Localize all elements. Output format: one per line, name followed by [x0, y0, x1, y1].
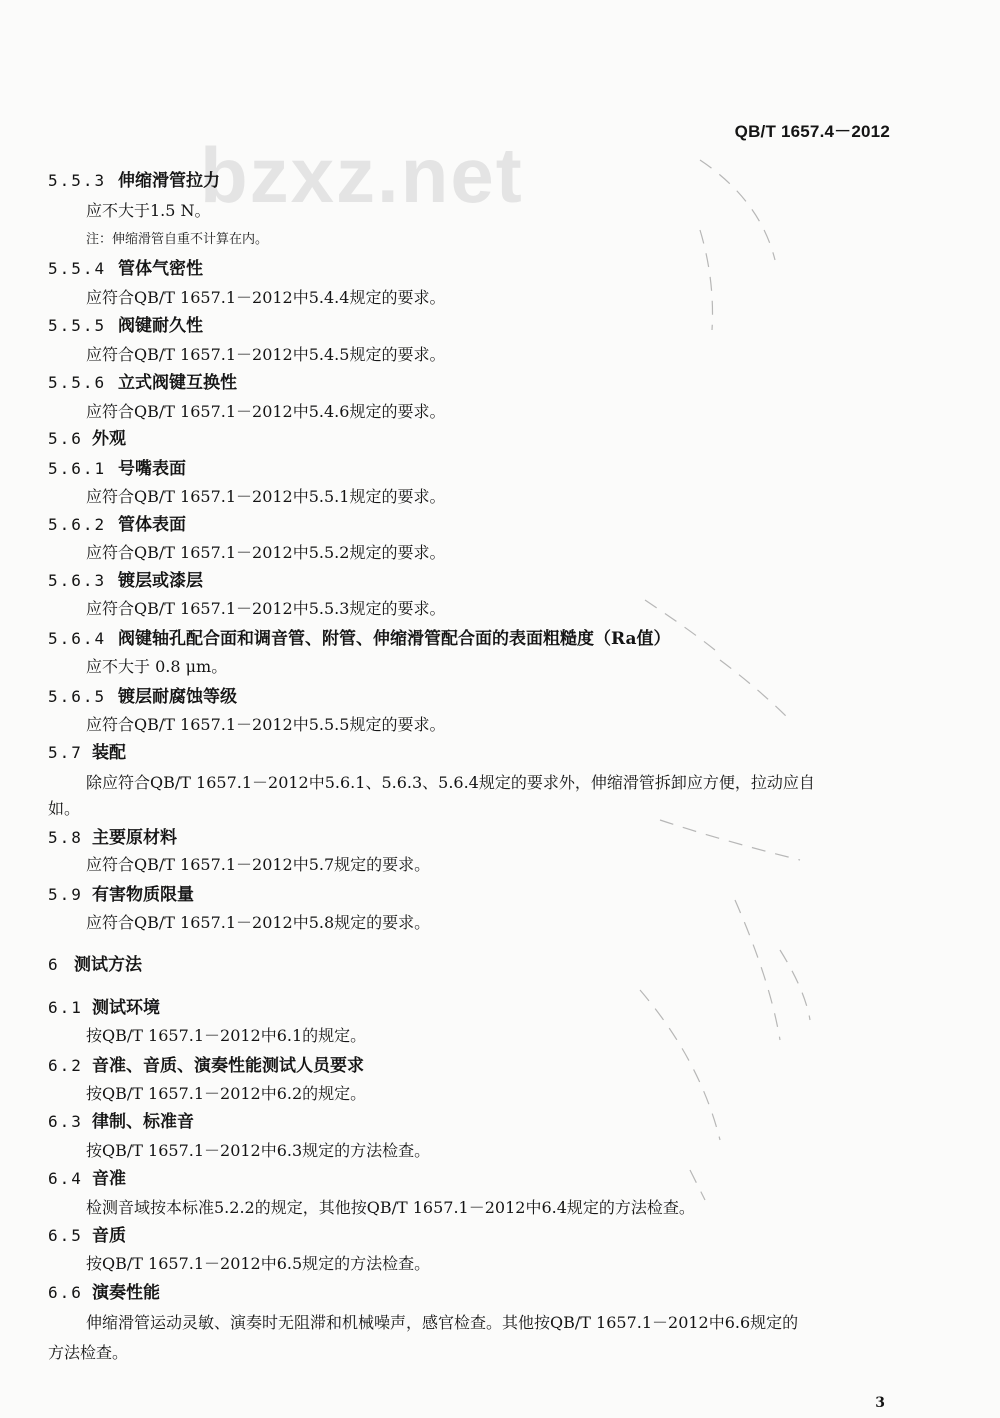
section-title: 镀层或漆层: [118, 571, 203, 591]
note-text: 注：伸缩滑管自重不计算在内。: [86, 232, 269, 247]
section-number: 5.6.5: [48, 687, 107, 706]
section-heading: [48, 510, 186, 535]
section-number: 5.5.5: [48, 316, 107, 335]
paragraph-text: 按QB/T 1657.1－2012中6.3规定的方法检查。: [86, 1141, 431, 1160]
section-heading: [48, 1278, 160, 1303]
paragraph-text: 检测音域按本标准5.2.2的规定，其他按QB/T 1657.1－2012中6.4规定的方法检查。: [86, 1198, 695, 1217]
section-number: 6.6: [48, 1283, 83, 1302]
section-heading: [48, 823, 177, 848]
section-heading: [48, 311, 203, 336]
section-number: 5.6.4: [48, 629, 107, 648]
standard-code-header: QB/T 1657.4－2012: [734, 122, 890, 141]
paragraph-text: 应符合QB/T 1657.1－2012中5.4.5规定的要求。: [86, 345, 446, 364]
paragraph-continuation: 方法检查。: [48, 1343, 129, 1362]
section-number: 5.8: [48, 828, 83, 847]
paragraph-text: 应符合QB/T 1657.1－2012中5.5.5规定的要求。: [86, 715, 446, 734]
section-title: 管体表面: [118, 515, 186, 535]
section-heading: [48, 950, 142, 975]
section-title: 管体气密性: [118, 259, 203, 279]
section-number: 5.6.2: [48, 515, 107, 534]
section-heading: [48, 368, 237, 393]
paragraph-text: 应符合QB/T 1657.1－2012中5.5.2规定的要求。: [86, 543, 446, 562]
paragraph-text: 应符合QB/T 1657.1－2012中5.4.4规定的要求。: [86, 288, 446, 307]
section-title: 演奏性能: [92, 1283, 160, 1303]
section-heading: [48, 880, 194, 905]
section-title: 号嘴表面: [118, 459, 186, 479]
section-heading: [48, 993, 160, 1018]
section-title: 立式阀键互换性: [118, 373, 237, 393]
paragraph-text: 除应符合QB/T 1657.1－2012中5.6.1、5.6.3、5.6.4规定的要求外，伸缩滑管拆卸应方便，拉动应自: [86, 773, 815, 792]
paragraph-text: 按QB/T 1657.1－2012中6.2的规定。: [86, 1084, 367, 1103]
section-heading: [48, 738, 126, 763]
section-heading: [48, 682, 237, 707]
watermark: bzxz.net: [200, 131, 524, 219]
section-heading: [48, 1051, 364, 1076]
paragraph-text: 应不大于 0.8 μm。: [86, 657, 228, 676]
section-title: 测试环境: [92, 998, 160, 1018]
section-title: 测试方法: [74, 955, 142, 975]
section-heading: [48, 166, 220, 191]
section-number: 5.5.6: [48, 373, 107, 392]
section-heading: [48, 624, 671, 649]
paragraph-text: 应不大于1.5 N。: [86, 201, 211, 220]
paragraph-text: 应符合QB/T 1657.1－2012中5.4.6规定的要求。: [86, 402, 446, 421]
page-number: 3: [875, 1395, 885, 1411]
section-number: 5.5.4: [48, 259, 107, 278]
section-title: 阀键轴孔配合面和调音管、附管、伸缩滑管配合面的表面粗糙度（Ra值）: [118, 629, 671, 649]
section-heading: [48, 454, 186, 479]
section-title: 主要原材料: [92, 828, 177, 848]
section-title: 律制、标准音: [92, 1112, 194, 1132]
paragraph-text: 应符合QB/T 1657.1－2012中5.7规定的要求。: [86, 855, 431, 874]
section-number: 5.6.3: [48, 571, 107, 590]
section-heading: [48, 566, 203, 591]
section-title: 音准: [92, 1169, 126, 1189]
section-number: 6.4: [48, 1169, 83, 1188]
section-title: 装配: [92, 743, 126, 763]
paragraph-text: 按QB/T 1657.1－2012中6.1的规定。: [86, 1026, 367, 1045]
section-number: 6.5: [48, 1226, 83, 1245]
paragraph-continuation: 如。: [48, 799, 81, 818]
paragraph-text: 按QB/T 1657.1－2012中6.5规定的方法检查。: [86, 1254, 431, 1273]
section-number: 6.3: [48, 1112, 83, 1131]
section-title: 外观: [92, 429, 126, 449]
section-heading: [48, 1164, 126, 1189]
section-heading: [48, 1221, 126, 1246]
section-number: 6.1: [48, 998, 83, 1017]
section-title: 音准、音质、演奏性能测试人员要求: [92, 1056, 364, 1076]
section-heading: [48, 254, 203, 279]
section-title: 伸缩滑管拉力: [118, 171, 220, 191]
section-title: 镀层耐腐蚀等级: [118, 687, 237, 707]
section-title: 阀键耐久性: [118, 316, 203, 336]
paragraph-text: 应符合QB/T 1657.1－2012中5.5.1规定的要求。: [86, 487, 446, 506]
section-number: 5.5.3: [48, 171, 107, 190]
section-title: 音质: [92, 1226, 126, 1246]
paragraph-text: 应符合QB/T 1657.1－2012中5.8规定的要求。: [86, 913, 431, 932]
paragraph-text: 伸缩滑管运动灵敏、演奏时无阻滞和机械噪声，感官检查。其他按QB/T 1657.1－2012中6.6规定的: [86, 1313, 799, 1332]
paragraph-text: 应符合QB/T 1657.1－2012中5.5.3规定的要求。: [86, 599, 446, 618]
section-title: 有害物质限量: [92, 885, 194, 905]
section-number: 5.6: [48, 429, 83, 448]
section-number: 6: [48, 955, 60, 974]
section-number: 6.2: [48, 1056, 83, 1075]
section-number: 5.9: [48, 885, 83, 904]
section-heading: [48, 1107, 194, 1132]
section-number: 5.7: [48, 743, 83, 762]
section-heading: [48, 424, 126, 449]
section-number: 5.6.1: [48, 459, 107, 478]
